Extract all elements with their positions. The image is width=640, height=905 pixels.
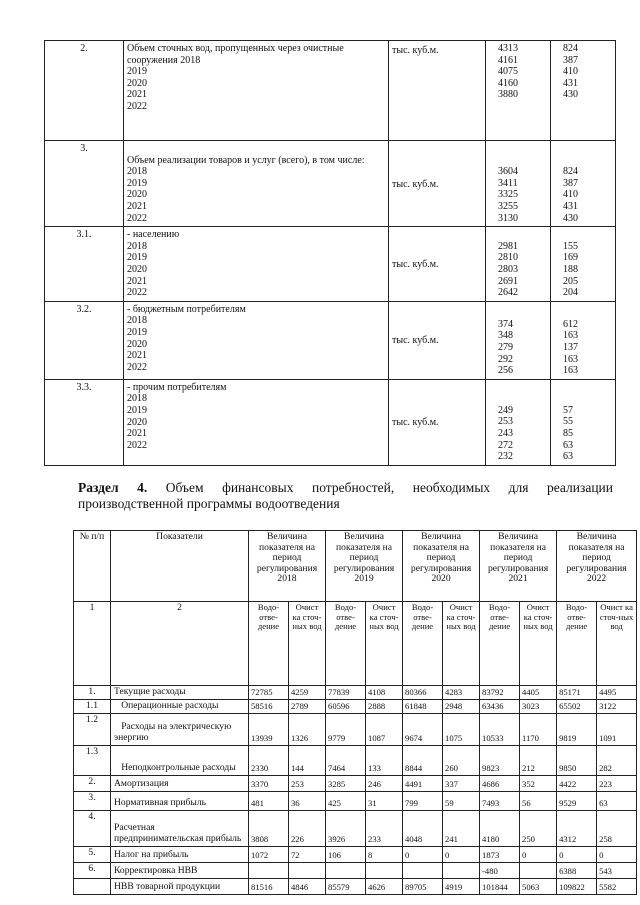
row-number: 3.3. xyxy=(45,379,124,465)
value: 4313 xyxy=(498,43,518,54)
value: 410 xyxy=(563,66,578,78)
value-cell: 3023 xyxy=(520,699,557,713)
subheader-wastewater: Водо-отве-дение xyxy=(403,602,443,686)
value: 387 xyxy=(563,177,578,189)
value-cell xyxy=(326,862,366,878)
value-cell: 2948 xyxy=(443,699,480,713)
row-label xyxy=(124,301,389,379)
value-cell xyxy=(249,862,289,878)
subheader-treatment: Очист ка сточ-ных вод xyxy=(366,602,403,686)
header-period-2019: Величина показателя на период регулирования 2019 xyxy=(326,531,403,602)
value-cell: 58516 xyxy=(249,699,289,713)
value-cell: 80366 xyxy=(403,686,443,700)
header-num: № п/п xyxy=(74,531,111,602)
value-cell: 7493 xyxy=(480,791,520,810)
value-cell: 72 xyxy=(289,846,326,862)
value-cell: 0 xyxy=(520,846,557,862)
value-cell: 260 xyxy=(443,745,480,775)
row-name: Расходы на электрическую энергию xyxy=(111,713,249,745)
value-cell: 5063 xyxy=(520,878,557,894)
row-number: 3. xyxy=(74,791,111,810)
treatment-values xyxy=(551,41,616,141)
section-title: Объем финансовых потребностей, необходимых для реализации производственной программы водоотведения xyxy=(78,480,613,511)
row-number: 1.3 xyxy=(74,745,111,775)
table-row xyxy=(45,379,616,465)
label-line: 2021 xyxy=(127,89,147,101)
label-line: 2021 xyxy=(127,200,147,212)
table-row xyxy=(74,878,637,894)
label-line: 2019 xyxy=(127,326,147,338)
subheader-treatment: Очист ка сточ-ных вод xyxy=(520,602,557,686)
index-2: 2 xyxy=(111,602,249,686)
row-label xyxy=(124,227,389,302)
value-cell: 63436 xyxy=(480,699,520,713)
value-cell: 106 xyxy=(326,846,366,862)
table-row xyxy=(74,713,637,745)
value-cell: -480 xyxy=(480,862,520,878)
value-cell: 0 xyxy=(403,846,443,862)
label-line: 2020 xyxy=(127,189,147,201)
value-cell: 4626 xyxy=(366,878,403,894)
label-line: - бюджетным потребителям xyxy=(127,303,246,315)
subheader-wastewater: Водо-отве-дение xyxy=(480,602,520,686)
wastewater-values xyxy=(486,379,551,465)
label-line: 2019 xyxy=(127,252,147,264)
treatment-values xyxy=(551,227,616,302)
label-line: 2020 xyxy=(127,77,147,89)
value: 387 xyxy=(563,54,578,66)
wastewater-values xyxy=(486,301,551,379)
value-cell: 4180 xyxy=(480,810,520,846)
value-cell xyxy=(520,862,557,878)
value-cell: 144 xyxy=(289,745,326,775)
row-label xyxy=(124,141,389,227)
value-cell: 8 xyxy=(366,846,403,862)
value: 249 xyxy=(498,404,513,416)
subheader-treatment: Очист ка сточ-ных вод xyxy=(289,602,326,686)
value-cell: 72785 xyxy=(249,686,289,700)
value: 232 xyxy=(498,451,513,463)
value-cell: 9674 xyxy=(403,713,443,745)
treatment-values xyxy=(551,379,616,465)
section-heading xyxy=(78,480,613,512)
value: 348 xyxy=(498,330,513,342)
value-cell: 1091 xyxy=(597,713,637,745)
value-cell: 61848 xyxy=(403,699,443,713)
value-cell: 4312 xyxy=(557,810,597,846)
value-cell: 65502 xyxy=(557,699,597,713)
row-name: Текущие расходы xyxy=(111,686,249,700)
value-cell: 10533 xyxy=(480,713,520,745)
label-line: 2018 xyxy=(127,393,147,405)
row-name: Операционные расходы xyxy=(111,699,249,713)
value: 430 xyxy=(563,89,578,101)
value: 204 xyxy=(563,287,578,299)
value: 4161 xyxy=(498,54,518,66)
value-cell: 101844 xyxy=(480,878,520,894)
header-period-2018: Величина показателя на период регулирования 2018 xyxy=(249,531,326,602)
label-line: Объем сточных вод, пропущенных через очистные xyxy=(127,43,344,54)
value-cell: 3808 xyxy=(249,810,289,846)
row-number: 1.2 xyxy=(74,713,111,745)
value-cell: 81516 xyxy=(249,878,289,894)
value: 256 xyxy=(498,365,513,377)
value-cell xyxy=(403,862,443,878)
value: 63 xyxy=(563,451,573,463)
value: 292 xyxy=(498,353,513,365)
value: 155 xyxy=(563,240,578,252)
label-line: 2021 xyxy=(127,275,147,287)
financial-needs-table xyxy=(73,530,637,895)
value: 169 xyxy=(563,252,578,264)
table-row xyxy=(74,745,637,775)
value-cell: 4108 xyxy=(366,686,403,700)
value-cell: 85579 xyxy=(326,878,366,894)
value-cell: 4259 xyxy=(289,686,326,700)
value: 137 xyxy=(563,341,578,353)
value-cell: 0 xyxy=(557,846,597,862)
value: 163 xyxy=(563,330,578,342)
label-line: 2019 xyxy=(127,404,147,416)
value-cell: 253 xyxy=(289,775,326,791)
row-name: Корректировка НВВ xyxy=(111,862,249,878)
value-cell: 233 xyxy=(366,810,403,846)
header-period-2022: Величина показателя на период регулирования 2022 xyxy=(557,531,637,602)
value-cell: 250 xyxy=(520,810,557,846)
table-row xyxy=(74,699,637,713)
value-cell: 1170 xyxy=(520,713,557,745)
value-cell: 0 xyxy=(597,846,637,862)
row-name: Налог на прибыль xyxy=(111,846,249,862)
label-line: 2022 xyxy=(127,439,147,451)
value-cell: 0 xyxy=(443,846,480,862)
value: 410 xyxy=(563,189,578,201)
row-number: 5. xyxy=(74,846,111,862)
value-cell: 85171 xyxy=(557,686,597,700)
value: 3604 xyxy=(498,166,518,178)
label-line xyxy=(127,143,385,155)
value: 3325 xyxy=(498,189,518,201)
label-line: 2022 xyxy=(127,287,147,299)
subheader-treatment: Очист ка сточ-ных вод xyxy=(443,602,480,686)
value xyxy=(498,143,547,155)
label-line: 2018 xyxy=(127,240,147,252)
value: 55 xyxy=(563,416,573,428)
row-number: 3. xyxy=(45,141,124,227)
row-number: 2. xyxy=(74,775,111,791)
label-line: 2020 xyxy=(127,338,147,350)
row-name: Нормативная прибыль xyxy=(111,791,249,810)
header-period-2021: Величина показателя на период регулирования 2021 xyxy=(480,531,557,602)
row-number: 1. xyxy=(74,686,111,700)
row-number: 4. xyxy=(74,810,111,846)
value: 2981 xyxy=(498,240,518,252)
row-number: 3.1. xyxy=(45,227,124,302)
value-cell: 63 xyxy=(597,791,637,810)
subheader-wastewater: Водо-отве-дение xyxy=(326,602,366,686)
value-cell: 1873 xyxy=(480,846,520,862)
row-unit xyxy=(389,41,486,141)
value-cell xyxy=(289,862,326,878)
value-cell: 4686 xyxy=(480,775,520,791)
row-label xyxy=(124,379,389,465)
unit-text: тыс. куб.м. xyxy=(392,259,439,271)
subheader-row xyxy=(74,602,637,686)
value-cell: 1326 xyxy=(289,713,326,745)
value-cell: 2330 xyxy=(249,745,289,775)
value: 63 xyxy=(563,439,573,451)
subheader-treatment: Очист ка сточ-ных вод xyxy=(597,602,637,686)
label-line: 2022 xyxy=(127,100,147,112)
value: 612 xyxy=(563,318,578,330)
value-cell: 1072 xyxy=(249,846,289,862)
row-name: Расчетная предпринимательская прибыль xyxy=(111,810,249,846)
header-row xyxy=(74,531,637,602)
table-row xyxy=(74,810,637,846)
table-row xyxy=(45,301,616,379)
section-number: Раздел 4. xyxy=(78,480,148,495)
value-cell: 9529 xyxy=(557,791,597,810)
row-name: НВВ товарной продукции xyxy=(111,878,249,894)
value-cell: 31 xyxy=(366,791,403,810)
value: 3880 xyxy=(498,89,518,101)
row-unit xyxy=(389,141,486,227)
value-cell: 226 xyxy=(289,810,326,846)
table-row xyxy=(45,41,616,141)
value-cell: 481 xyxy=(249,791,289,810)
value-cell: 2789 xyxy=(289,699,326,713)
label-line: 2020 xyxy=(127,416,147,428)
value-cell: 7464 xyxy=(326,745,366,775)
value-cell: 352 xyxy=(520,775,557,791)
table-row xyxy=(74,862,637,878)
row-number: 6. xyxy=(74,862,111,878)
row-label xyxy=(124,41,389,141)
label-line: 2019 xyxy=(127,177,147,189)
value-cell xyxy=(443,862,480,878)
value-cell: 89705 xyxy=(403,878,443,894)
value: 272 xyxy=(498,439,513,451)
value: 2691 xyxy=(498,275,518,287)
value: 824 xyxy=(563,43,578,54)
value: 431 xyxy=(563,77,578,89)
value-cell: 133 xyxy=(366,745,403,775)
header-name: Показатели xyxy=(111,531,249,602)
value: 279 xyxy=(498,341,513,353)
value-cell: 212 xyxy=(520,745,557,775)
treatment-values xyxy=(551,141,616,227)
value-cell: 4405 xyxy=(520,686,557,700)
label-line: - прочим потребителям xyxy=(127,381,227,393)
label-line: 2022 xyxy=(127,212,147,224)
value: 2642 xyxy=(498,287,518,299)
row-name: Амортизация xyxy=(111,775,249,791)
value: 163 xyxy=(563,353,578,365)
value-cell: 56 xyxy=(520,791,557,810)
header-period-2020: Величина показателя на период регулирования 2020 xyxy=(403,531,480,602)
value: 57 xyxy=(563,404,573,416)
value: 163 xyxy=(563,365,578,377)
label-line: 2018 xyxy=(127,166,147,178)
value-cell: 9779 xyxy=(326,713,366,745)
unit-text: тыс. куб.м. xyxy=(392,45,439,56)
label-line: Объем реализации товаров и услуг (всего), в том числе: xyxy=(127,154,365,166)
table-row xyxy=(74,846,637,862)
value-cell: 282 xyxy=(597,745,637,775)
row-number: 2. xyxy=(45,41,124,141)
unit-text: тыс. куб.м. xyxy=(392,178,439,190)
value: 2810 xyxy=(498,252,518,264)
value-cell: 3285 xyxy=(326,775,366,791)
value: 824 xyxy=(563,166,578,178)
value-cell: 241 xyxy=(443,810,480,846)
value-cell: 8844 xyxy=(403,745,443,775)
unit-text: тыс. куб.м. xyxy=(392,417,439,429)
row-unit xyxy=(389,379,486,465)
value-cell: 59 xyxy=(443,791,480,810)
label-line: 2022 xyxy=(127,361,147,373)
value-cell: 4422 xyxy=(557,775,597,791)
value-cell: 223 xyxy=(597,775,637,791)
value: 431 xyxy=(563,200,578,212)
value: 3411 xyxy=(498,177,518,189)
value-cell: 425 xyxy=(326,791,366,810)
unit-text: тыс. куб.м. xyxy=(392,335,439,347)
value: 3130 xyxy=(498,212,518,224)
value: 374 xyxy=(498,318,513,330)
table-row xyxy=(74,791,637,810)
value-cell: 1075 xyxy=(443,713,480,745)
value-cell: 799 xyxy=(403,791,443,810)
label-line: 2021 xyxy=(127,428,147,440)
value: 243 xyxy=(498,427,513,439)
value-cell: 2888 xyxy=(366,699,403,713)
label-line: сооружения 2018 xyxy=(127,54,201,66)
value-cell: 83792 xyxy=(480,686,520,700)
value-cell: 4283 xyxy=(443,686,480,700)
row-number xyxy=(74,878,111,894)
value xyxy=(563,155,612,167)
label-line: - населению xyxy=(127,229,180,241)
subheader-wastewater: Водо-отве-дение xyxy=(249,602,289,686)
value xyxy=(563,143,612,155)
row-name: Неподконтрольные расходы xyxy=(111,745,249,775)
value-cell: 3122 xyxy=(597,699,637,713)
value-cell: 36 xyxy=(289,791,326,810)
table-row xyxy=(45,141,616,227)
wastewater-values xyxy=(486,227,551,302)
value-cell xyxy=(366,862,403,878)
value-cell: 109822 xyxy=(557,878,597,894)
value-cell: 4048 xyxy=(403,810,443,846)
table-row xyxy=(45,227,616,302)
row-number: 1.1 xyxy=(74,699,111,713)
value-cell: 77839 xyxy=(326,686,366,700)
row-unit xyxy=(389,227,486,302)
treatment-values xyxy=(551,301,616,379)
value-cell: 258 xyxy=(597,810,637,846)
label-line: 2019 xyxy=(127,66,147,78)
value-cell: 60596 xyxy=(326,699,366,713)
value: 4160 xyxy=(498,77,518,89)
value: 205 xyxy=(563,275,578,287)
value-cell: 3926 xyxy=(326,810,366,846)
value: 4075 xyxy=(498,66,518,78)
value: 2803 xyxy=(498,263,518,275)
value: 430 xyxy=(563,212,578,224)
wastewater-values xyxy=(486,41,551,141)
subheader-wastewater: Водо-отве-дение xyxy=(557,602,597,686)
value-cell: 5582 xyxy=(597,878,637,894)
value-cell: 6388 xyxy=(557,862,597,878)
value-cell: 4919 xyxy=(443,878,480,894)
value-cell: 9850 xyxy=(557,745,597,775)
value-cell: 1087 xyxy=(366,713,403,745)
value: 3255 xyxy=(498,200,518,212)
label-line: 2020 xyxy=(127,263,147,275)
value-cell: 9819 xyxy=(557,713,597,745)
table-row xyxy=(74,775,637,791)
value-cell: 246 xyxy=(366,775,403,791)
volumes-table xyxy=(44,40,616,466)
value-cell: 337 xyxy=(443,775,480,791)
value-cell: 543 xyxy=(597,862,637,878)
table-row xyxy=(74,686,637,700)
value-cell: 4495 xyxy=(597,686,637,700)
wastewater-values xyxy=(486,141,551,227)
row-unit xyxy=(389,301,486,379)
value: 188 xyxy=(563,263,578,275)
row-number: 3.2. xyxy=(45,301,124,379)
label-line: 2018 xyxy=(127,315,147,327)
value-cell: 9823 xyxy=(480,745,520,775)
label-line: 2021 xyxy=(127,350,147,362)
value-cell: 4491 xyxy=(403,775,443,791)
value-cell: 3370 xyxy=(249,775,289,791)
value: 253 xyxy=(498,416,513,428)
value-cell: 4846 xyxy=(289,878,326,894)
value-cell: 13939 xyxy=(249,713,289,745)
value: 85 xyxy=(563,427,573,439)
index-1: 1 xyxy=(74,602,111,686)
value xyxy=(498,155,547,167)
